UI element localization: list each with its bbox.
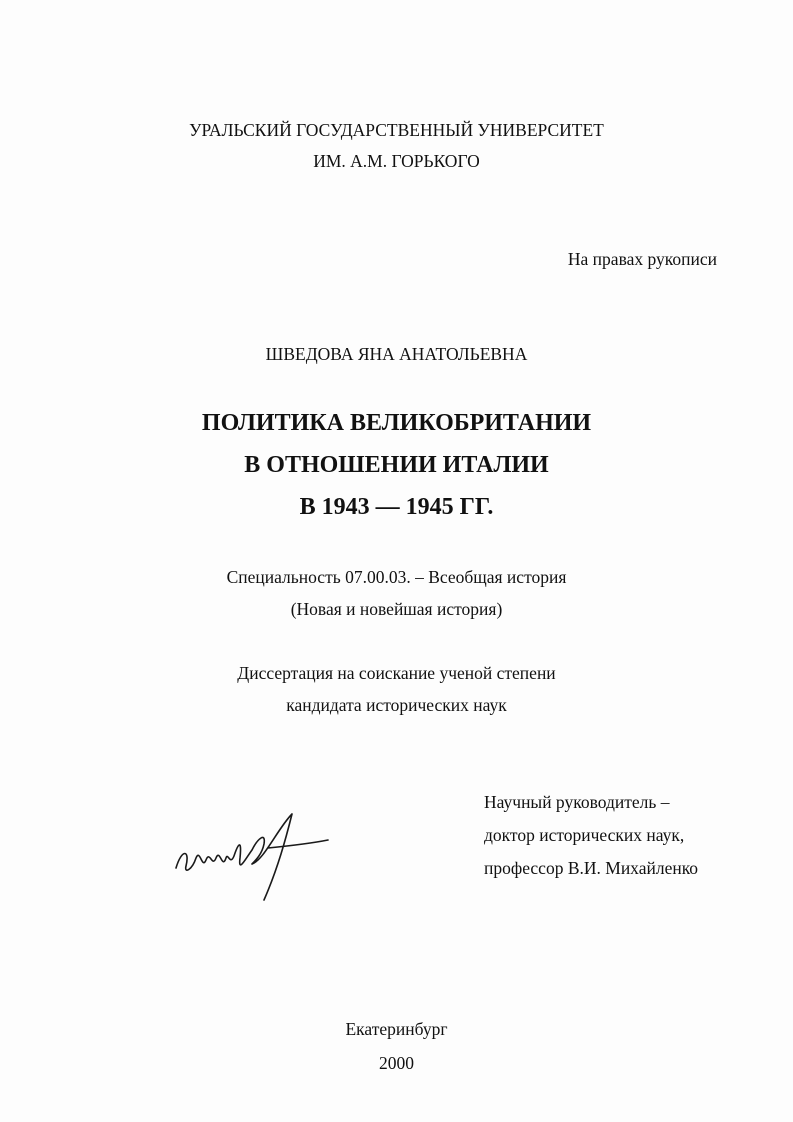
thesis-title-line2: В ОТНОШЕНИИ ИТАЛИИ bbox=[244, 452, 549, 478]
thesis-title-line3: В 1943 — 1945 ГГ. bbox=[299, 494, 494, 520]
supervisor-line2: доктор исторических наук, bbox=[484, 825, 685, 845]
specialty-line1: Специальность 07.00.03. – Всеобщая история bbox=[226, 567, 567, 587]
city: Екатеринбург bbox=[345, 1019, 448, 1039]
thesis-title-line1: ПОЛИТИКА ВЕЛИКОБРИТАНИИ bbox=[201, 410, 592, 436]
degree-line2: кандидата исторических наук bbox=[286, 695, 507, 715]
handwritten-signature bbox=[168, 808, 338, 908]
year: 2000 bbox=[379, 1053, 414, 1073]
supervisor-line3: профессор В.И. Михайленко bbox=[484, 858, 699, 878]
degree-line1: Диссертация на соискание ученой степени bbox=[237, 663, 556, 683]
supervisor-line1: Научный руководитель – bbox=[484, 792, 670, 812]
author-name: ШВЕДОВА ЯНА АНАТОЛЬЕВНА bbox=[265, 344, 528, 364]
specialty-line2: (Новая и новейшая история) bbox=[290, 599, 503, 619]
manuscript-note: На правах рукописи bbox=[567, 249, 717, 269]
university-name-line2: ИМ. А.М. ГОРЬКОГО bbox=[313, 151, 480, 171]
university-name-line1: УРАЛЬСКИЙ ГОСУДАРСТВЕННЫЙ УНИВЕРСИТЕТ bbox=[189, 120, 604, 140]
